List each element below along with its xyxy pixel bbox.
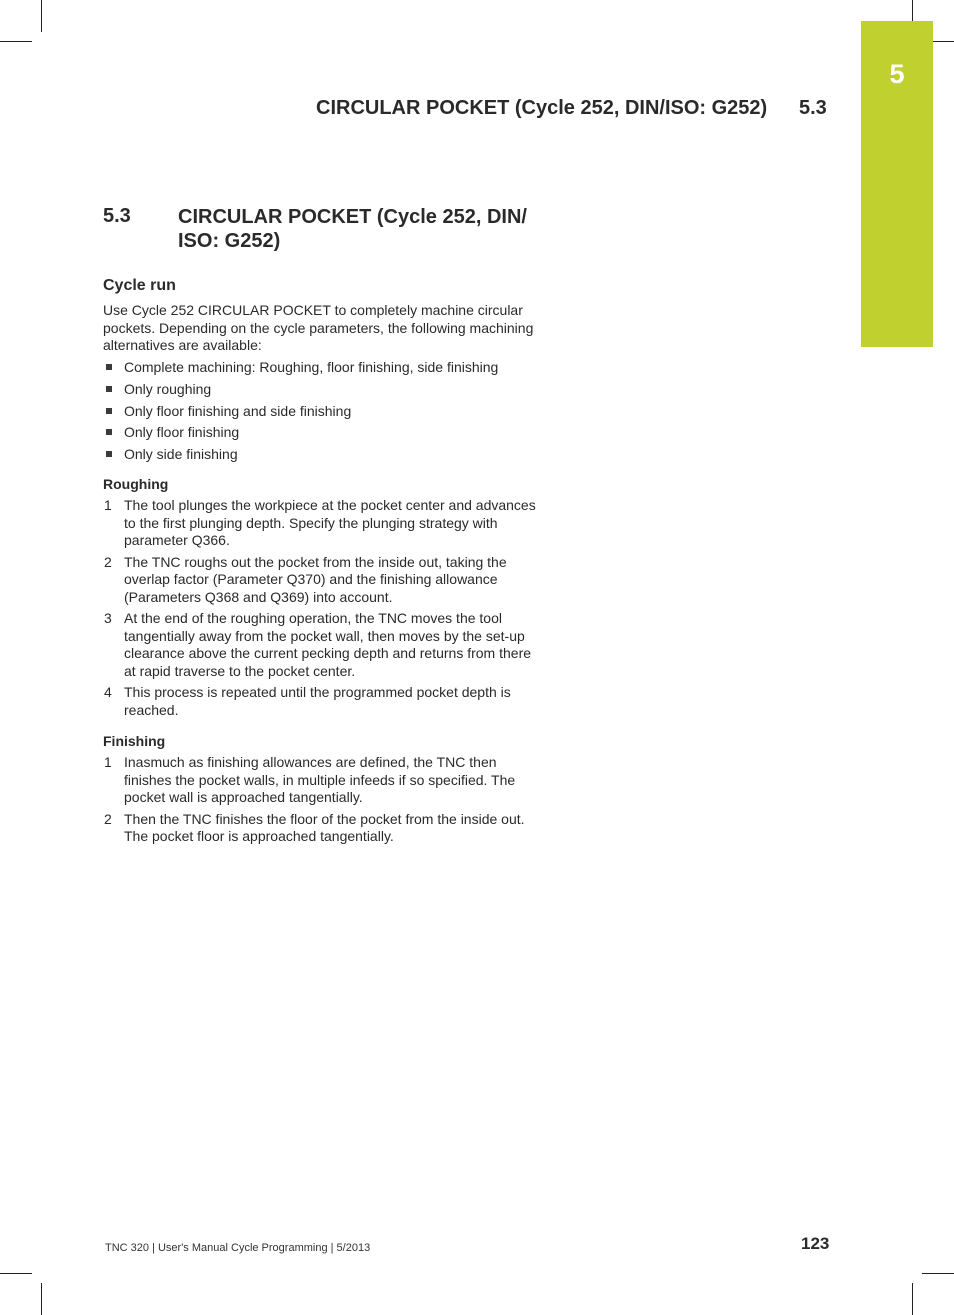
section-number: 5.3 <box>103 205 131 227</box>
list-item: 2 The TNC roughs out the pocket from the inside out, taking the overlap factor (Parameter Q370) and the finishing allowance (Parameters Q368 and Q369) into account. <box>104 553 507 605</box>
square-bullet-icon <box>106 386 112 392</box>
crop-mark <box>0 1273 32 1274</box>
square-bullet-icon <box>106 408 112 414</box>
cycle-run-intro: Use Cycle 252 CIRCULAR POCKET to completely machine circular pockets. Depending on the cycle parameters, the following machining alternatives are available: <box>103 302 534 353</box>
roughing-steps <box>103 497 543 723</box>
finishing-steps <box>103 754 543 850</box>
running-header-number: 5.3 <box>799 97 827 119</box>
square-bullet-icon <box>106 451 112 457</box>
list-item: 1 The tool plunges the workpiece at the pocket center and advances to the first plunging depth. Specify the plunging strategy with parameter Q366. <box>104 497 536 548</box>
roughing-heading: Roughing <box>103 476 169 492</box>
list-item: Only floor finishing <box>103 424 543 446</box>
crop-mark <box>0 41 32 42</box>
square-bullet-icon <box>106 364 112 370</box>
running-header-title: CIRCULAR POCKET (Cycle 252, DIN/ISO: G252) <box>316 97 768 119</box>
list-item: Complete machining: Roughing, floor finishing, side finishing <box>103 359 543 381</box>
list-item: 1 Inasmuch as finishing allowances are defined, the TNC then finishes the pocket walls, in multiple infeeds if so specified. The pocket wall is approached tangentially. <box>104 754 516 805</box>
section-title: CIRCULAR POCKET (Cycle 252, DIN/ ISO: G252) <box>178 206 527 252</box>
list-item: 3 At the end of the roughing operation, the TNC moves the tool tangentially away from the pocket wall, then moves by the set-up clearance above the current pecking depth and returns from there at rapid traverse to the pocket center. <box>104 610 532 679</box>
square-bullet-icon <box>106 429 112 435</box>
list-item: Only side finishing <box>103 446 543 468</box>
crop-mark <box>922 1273 954 1274</box>
cycle-run-heading: Cycle run <box>103 277 176 294</box>
alternatives-list <box>103 359 543 468</box>
page-number: 123 <box>801 1234 830 1253</box>
list-item: 4 This process is repeated until the programmed pocket depth is reached. <box>104 684 511 718</box>
footer-text: TNC 320 | User's Manual Cycle Programming | 5/2013 <box>105 1242 371 1254</box>
list-item: 2 Then the TNC finishes the floor of the pocket from the inside out. The pocket floor is approached tangentially. <box>104 810 525 844</box>
running-header <box>316 97 836 120</box>
chapter-number: 5 <box>889 59 905 89</box>
crop-mark <box>41 1283 42 1315</box>
list-item: Only floor finishing and side finishing <box>103 403 543 425</box>
finishing-heading: Finishing <box>103 733 166 749</box>
crop-mark <box>41 0 42 32</box>
crop-mark <box>912 1283 913 1315</box>
chapter-tab <box>861 21 933 347</box>
list-item: Only roughing <box>103 381 543 403</box>
